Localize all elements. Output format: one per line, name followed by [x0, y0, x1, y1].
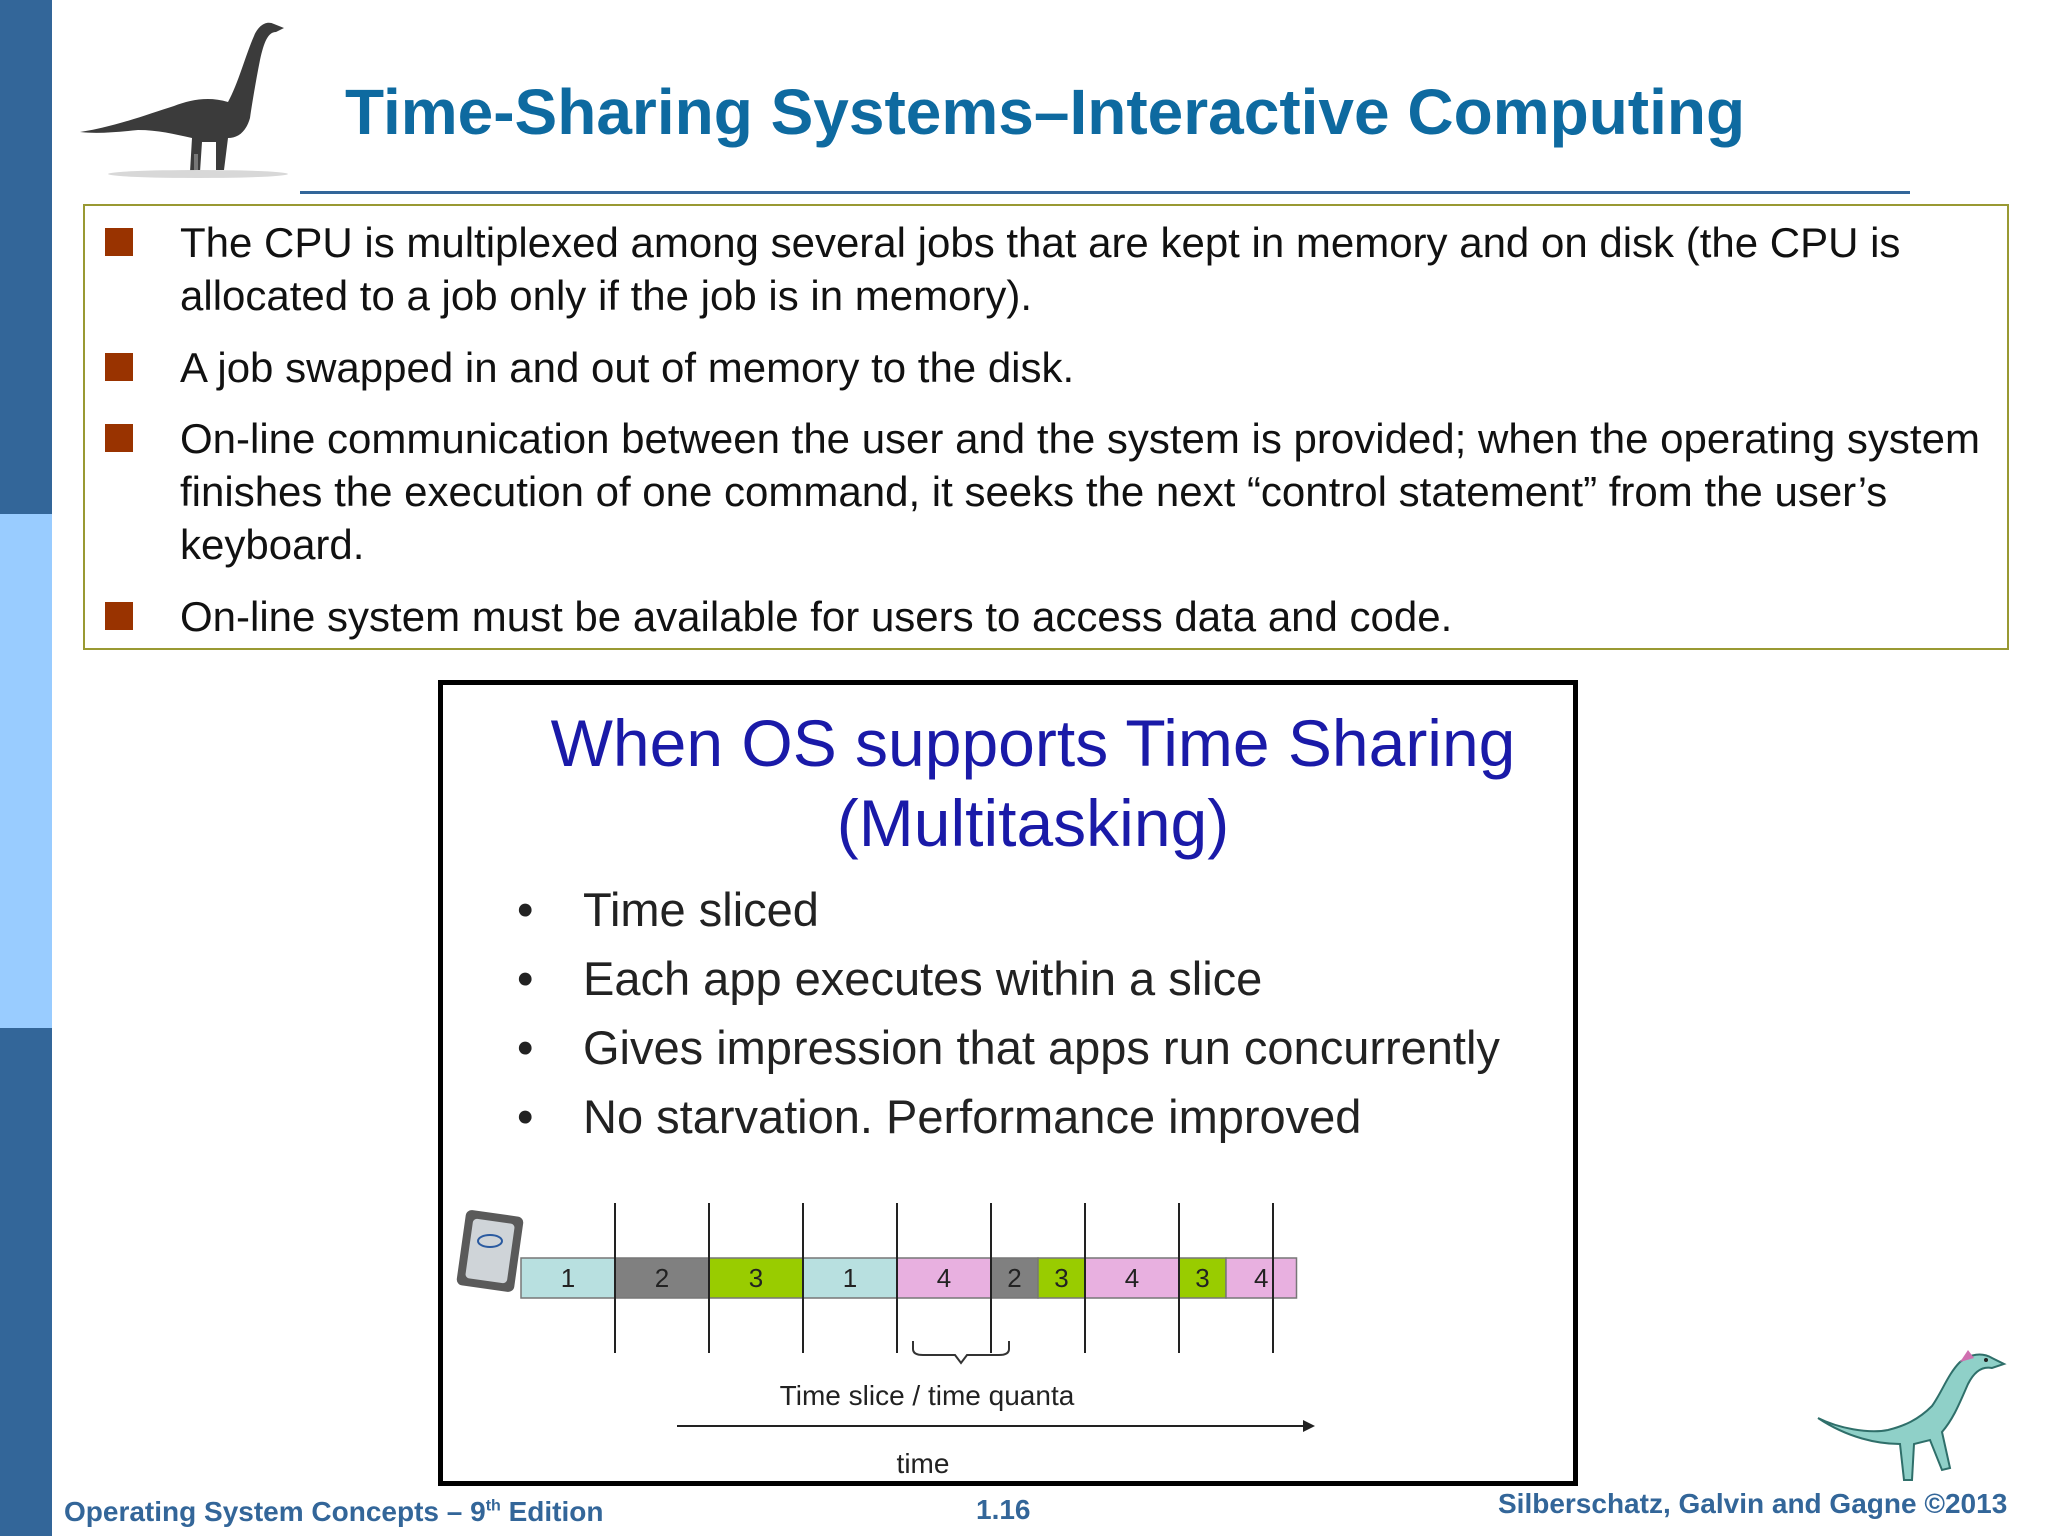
bullet-item: On-line system must be available for users to access data and code.: [180, 593, 1453, 640]
footer-copyright: Silberschatz, Galvin and Gagne ©2013: [1498, 1488, 2008, 1519]
time-slice-job-label: 3: [1054, 1263, 1069, 1293]
time-label: time: [896, 1448, 950, 1479]
dinosaur-mascot-icon: [1808, 1348, 2008, 1488]
time-slice-job-label: 1: [560, 1263, 576, 1293]
bullet-marker: [105, 353, 133, 381]
time-slice-job-label: 3: [1195, 1263, 1210, 1293]
time-slice-job-label: 4: [1254, 1263, 1269, 1293]
figure-title-line2: (Multitasking): [836, 786, 1230, 860]
figure-list-item: • Each app executes within a slice: [513, 944, 1553, 1013]
title-divider: [300, 191, 1910, 194]
bullet-item: A job swapped in and out of memory to the disk.: [180, 344, 1075, 391]
page-number: 1.16: [976, 1494, 1031, 1525]
bullet-marker: [105, 228, 133, 256]
time-slice-job-label: 1: [842, 1263, 858, 1293]
time-slice-job-label: 4: [936, 1263, 952, 1293]
footer-edition-suffix: Edition: [500, 1496, 604, 1527]
bullet-item: On-line communication between the user and the system is provided; when the operating system finishes the execution of one command, it seeks the next “control statement” from the user’s keyboard.: [180, 415, 1980, 568]
figure-list-item: • No starvation. Performance improved: [513, 1082, 1553, 1151]
bullet-item: The CPU is multiplexed among several jobs that are kept in memory and on disk (the CPU is allocated to a job only if the job is in memory).: [180, 219, 1901, 319]
time-slice-job-label: 2: [654, 1263, 670, 1293]
slide-title: Time-Sharing Systems–Interactive Computing: [345, 76, 1746, 148]
time-slice-job-label: 4: [1124, 1263, 1140, 1293]
bullet-list-box: [83, 204, 2009, 650]
brachiosaurus-logo-icon: [78, 14, 318, 184]
bullet-marker: [105, 424, 133, 452]
footer-edition: [64, 1496, 603, 1528]
sidebar-stripe-light: [0, 514, 52, 1028]
figure-list-item: • Gives impression that apps run concurrently: [513, 1013, 1553, 1082]
cpu-chip-icon: [456, 1209, 524, 1292]
quanta-label: Time slice / time quanta: [779, 1380, 1075, 1411]
time-slice-job-label: 2: [1007, 1263, 1022, 1293]
figure-list-item: • Time sliced: [513, 875, 1553, 944]
timeline-diagram: [443, 685, 1573, 1481]
figure-title-line1: When OS supports Time Sharing: [550, 706, 1516, 780]
bullet-marker: [105, 602, 133, 630]
time-sharing-figure: [438, 680, 1578, 1486]
footer-edition-prefix: Operating System Concepts – 9: [64, 1496, 486, 1527]
time-slice-job-label: 3: [748, 1263, 764, 1293]
quanta-brace: [913, 1341, 1009, 1363]
time-arrow-head: [1303, 1420, 1315, 1432]
footer-edition-sup: th: [485, 1497, 501, 1515]
